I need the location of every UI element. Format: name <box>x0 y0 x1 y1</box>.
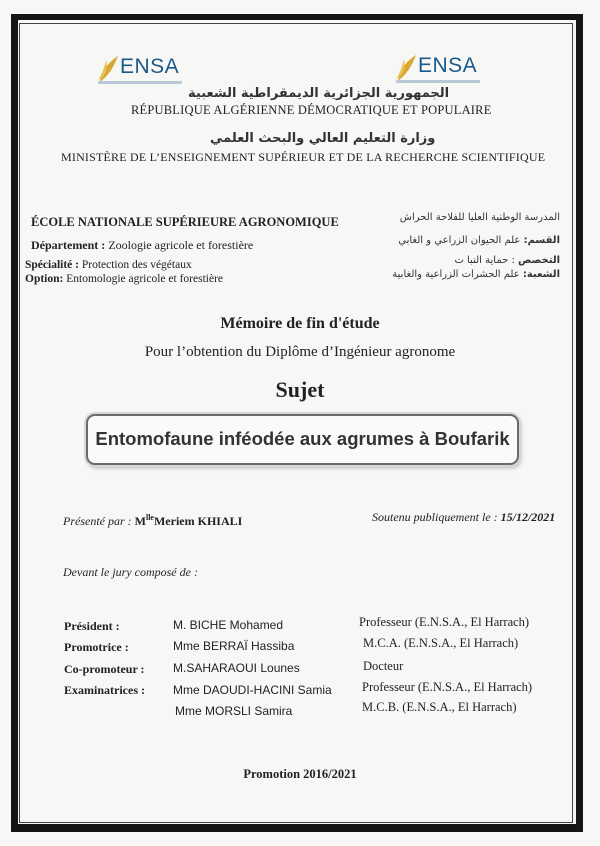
presented-by <box>63 513 242 529</box>
option-label: Option: <box>25 273 64 285</box>
student-name: Meriem KHIALI <box>153 514 243 528</box>
presented-label: Présenté par : <box>63 514 132 528</box>
ensa-logo-left <box>96 51 188 91</box>
jury-title: M.C.A. (E.N.S.A., El Harrach) <box>363 636 519 650</box>
ministry-arabic: وزارة التعليم العالي والبحث العلمي <box>210 131 436 146</box>
logo-text: ENSA <box>418 54 478 77</box>
jury-name: M.SAHARAOUI Lounes <box>173 661 300 675</box>
subject-box <box>86 414 519 465</box>
jury-title: M.C.B. (E.N.S.A., El Harrach) <box>362 700 517 714</box>
jury-role: Promotrice : <box>64 640 129 654</box>
department <box>31 238 253 253</box>
department-arabic <box>398 235 560 246</box>
logo-subtitle-bar <box>98 81 182 84</box>
speciality-value: Protection des végétaux <box>81 259 192 271</box>
jury-role: Co-promoteur : <box>64 662 145 676</box>
student-prefix: M <box>134 514 146 528</box>
option-arabic-value: علم الحشرات الزراعية والغابية <box>392 269 520 280</box>
speciality-arabic-value: : حماية النبا ت <box>454 255 515 266</box>
republic-french: RÉPUBLIQUE ALGÉRIENNE DÉMOCRATIQUE ET POPULAIRE <box>131 103 492 117</box>
jury-name: Mme BERRAÏ Hassiba <box>173 639 295 653</box>
republic-arabic: الجمهورية الجزائرية الديمقراطية الشعبية <box>188 86 450 101</box>
department-arabic-value: علم الحيوان الزراعي و الغابي <box>398 235 521 246</box>
department-arabic-label: القسم: <box>523 235 560 246</box>
ensa-logo-right <box>394 50 486 90</box>
sujet-heading: Sujet <box>275 377 325 402</box>
jury-role: Président : <box>64 619 120 633</box>
speciality-arabic-label: التخصص <box>518 255 560 266</box>
jury-name: M. BICHE Mohamed <box>173 618 284 632</box>
subject-title: Entomofaune inféodée aux agrumes à Boufarik <box>95 428 510 449</box>
school-name-french: ÉCOLE NATIONALE SUPÉRIEURE AGRONOMIQUE <box>31 215 339 229</box>
option-arabic-label: الشعبة: <box>522 269 560 280</box>
jury-name: Mme DAOUDI-HACINI Samia <box>173 683 332 697</box>
memoire-title: Mémoire de fin d'étude <box>220 315 380 332</box>
memoire-subtitle: Pour l’obtention du Diplôme d’Ingénieur agronome <box>144 344 456 360</box>
jury-name: Mme MORSLI Samira <box>175 704 293 718</box>
school-name-arabic: المدرسة الوطنية العليا للفلاحة الحراش <box>399 212 560 223</box>
option <box>25 273 223 285</box>
wheat-icon <box>96 54 122 84</box>
jury-title: Professeur (E.N.S.A., El Harrach) <box>359 615 530 629</box>
speciality-arabic <box>454 255 560 266</box>
defense-date <box>372 510 555 525</box>
ministry-french: MINISTÈRE DE L’ENSEIGNEMENT SUPÉRIEUR ET DE LA RECHERCHE SCIENTIFIQUE <box>61 150 546 164</box>
jury-intro: Devant le jury composé de : <box>63 565 198 579</box>
student-prefix-sup: lle <box>145 513 154 522</box>
logo-subtitle-bar <box>396 80 480 83</box>
defended-label: Soutenu publiquement le : <box>372 510 498 524</box>
speciality-label: Spécialité : <box>25 259 79 271</box>
promotion: Promotion 2016/2021 <box>243 767 357 781</box>
defense-date-value: 15/12/2021 <box>500 510 556 524</box>
jury-title: Docteur <box>363 659 404 673</box>
jury-title: Professeur (E.N.S.A., El Harrach) <box>362 680 533 694</box>
department-value: Zoologie agricole et forestière <box>108 238 254 252</box>
wheat-icon <box>394 53 420 83</box>
option-arabic <box>392 269 560 280</box>
department-label: Département : <box>31 238 106 252</box>
jury-role: Examinatrices : <box>64 683 145 697</box>
option-value: Entomologie agricole et forestière <box>66 273 224 285</box>
logo-text: ENSA <box>120 55 180 78</box>
speciality <box>25 259 192 271</box>
